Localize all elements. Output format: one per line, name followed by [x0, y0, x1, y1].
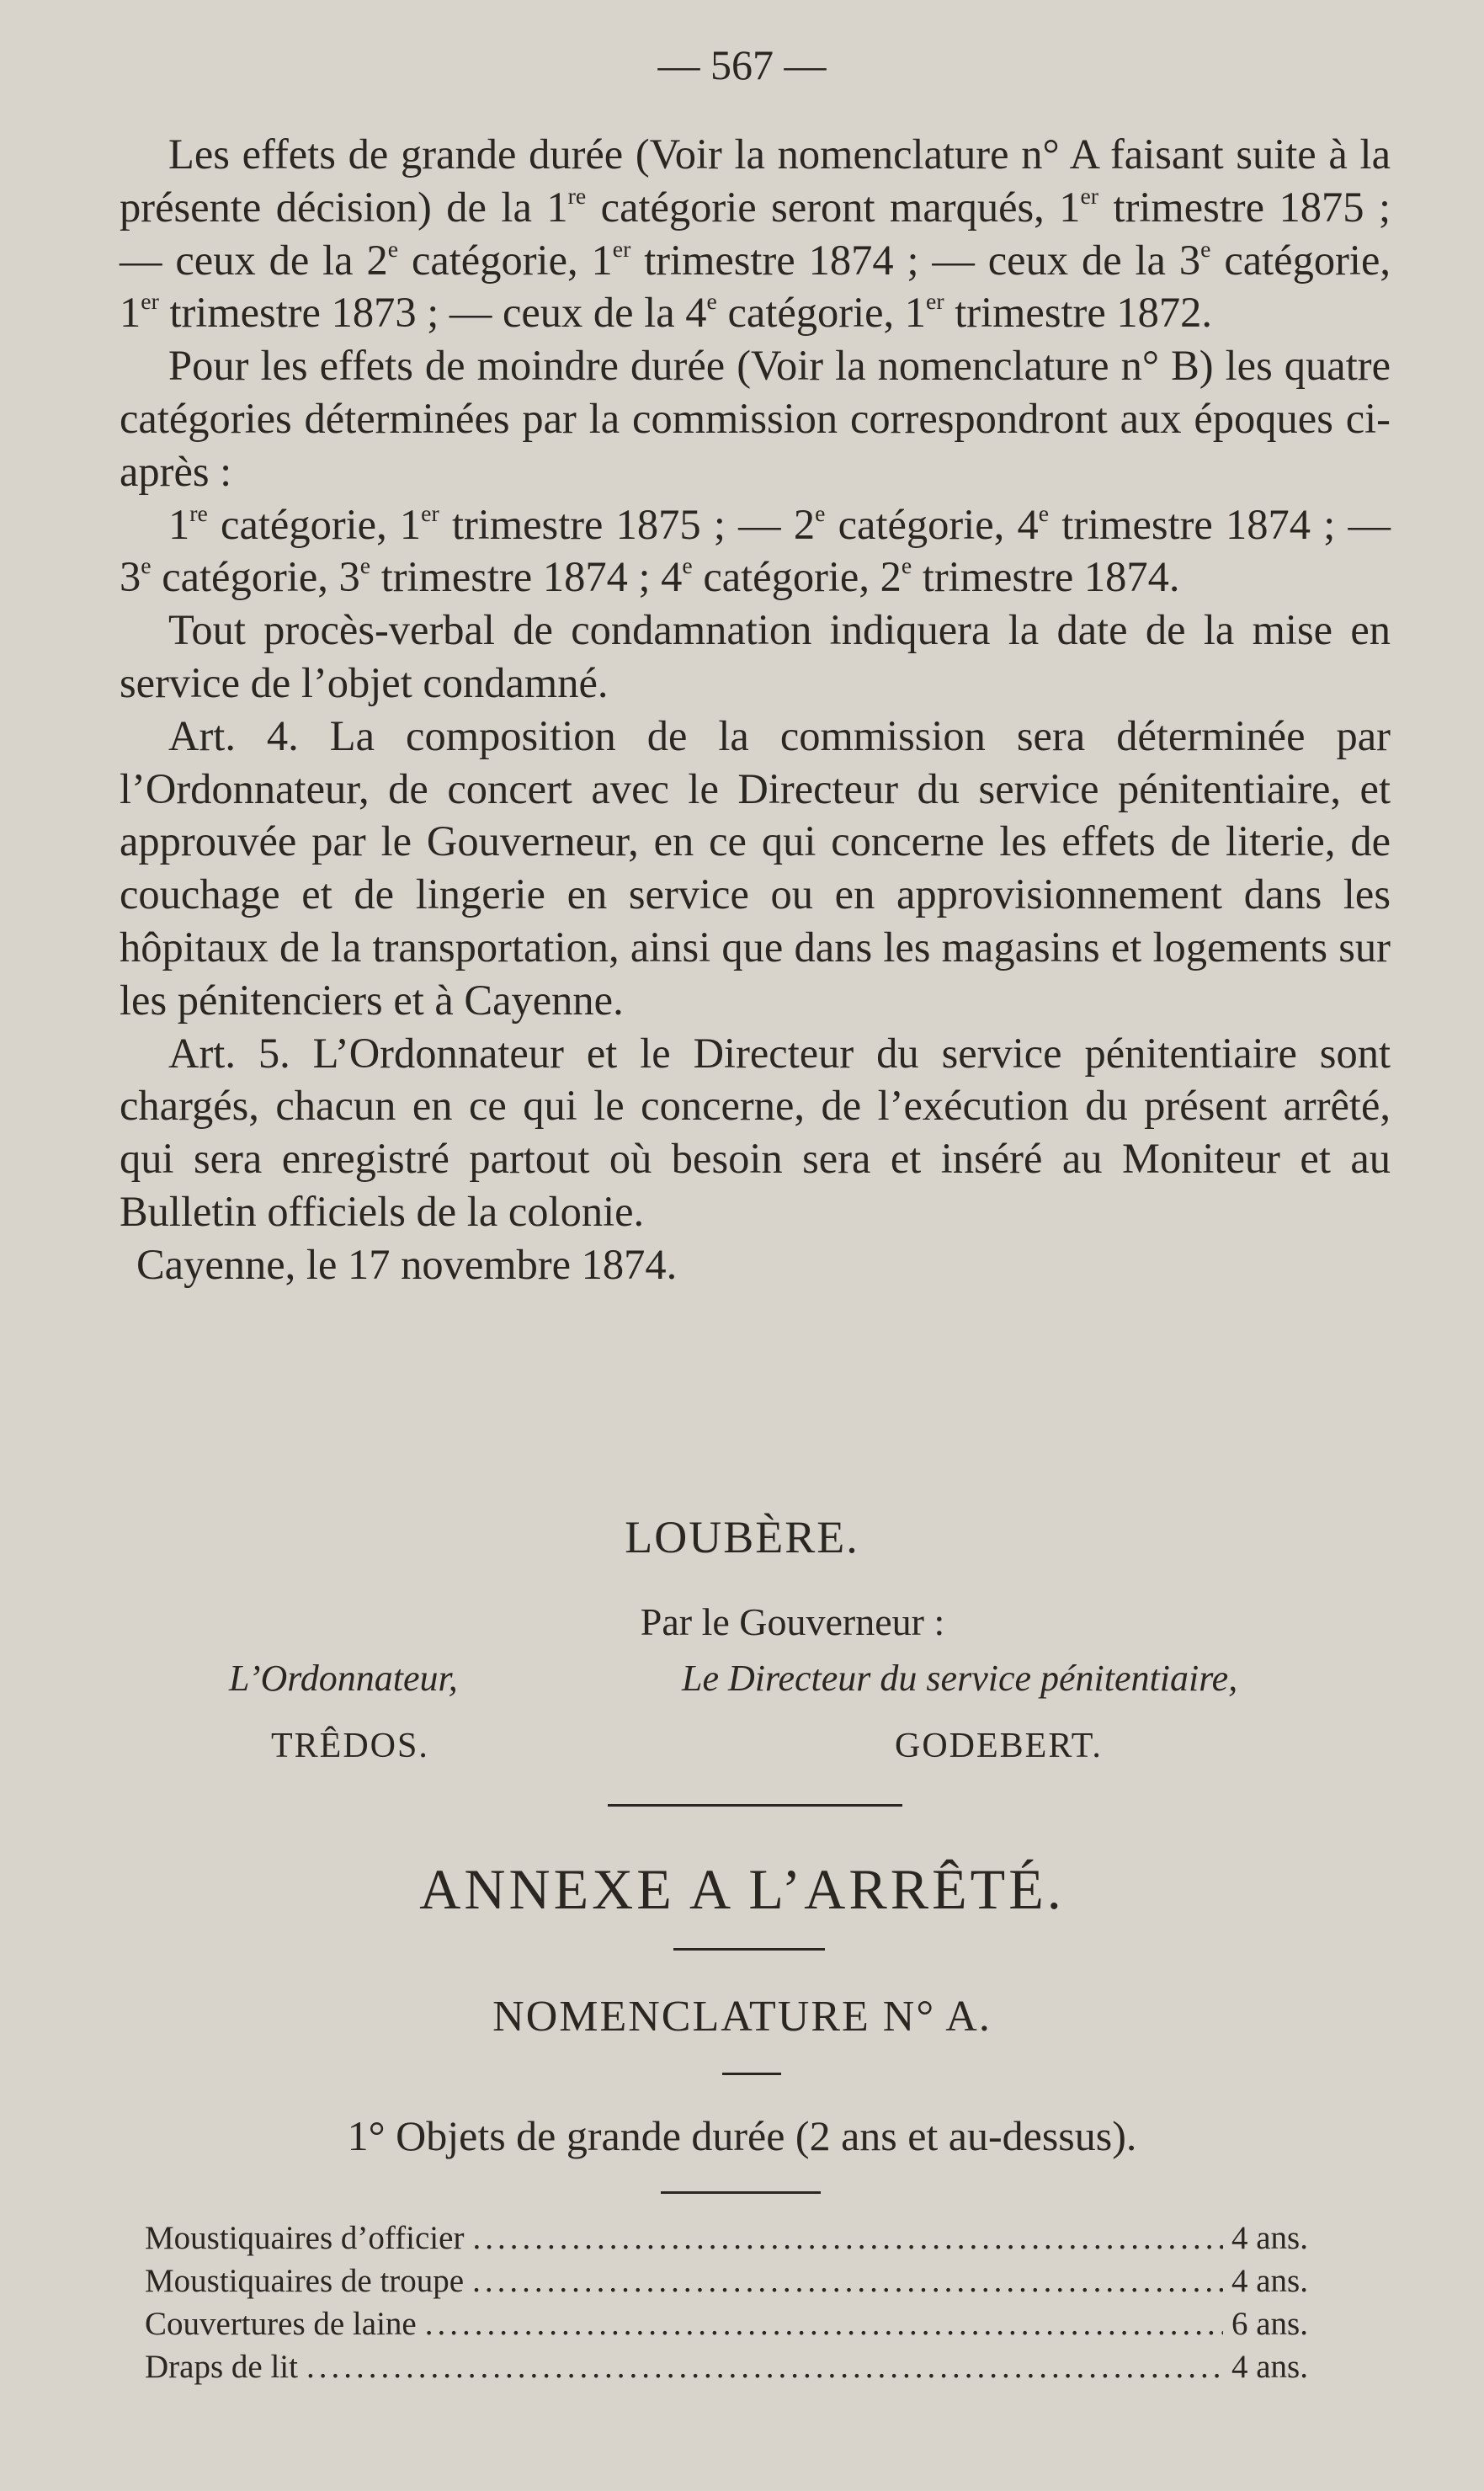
item-duration: 4 ans.: [1231, 2263, 1308, 2299]
paragraph-article-5: Art. 5. L’Ordonnateur et le Directeur du service pénitentiaire sont chargés, chacun en ce qui le concerne, de l’exécution du présent arrêté, qui sera enregistré partout où besoin sera et inséré au Moniteur et au Bulletin officiels de la colonie.: [120, 1029, 1391, 1235]
dot-leader: [425, 2305, 1223, 2343]
list-item: [145, 2219, 1308, 2262]
list-item: [145, 2262, 1308, 2305]
paragraph-categories: 1re catégorie, 1er trimestre 1875 ; — 2e catégorie, 4e trimestre 1874 ; — 3e catégorie, 3e trimestre 1874 ; 4e catégorie, 2e trimestre 1874.: [120, 500, 1391, 601]
paragraph-effets-moindre-duree: Pour les effets de moindre durée (Voir la nomenclature n° B) les quatre catégories déterminées par la commission correspondront aux époques ci-après :: [120, 342, 1391, 495]
par-le-gouverneur: Par le Gouverneur :: [640, 1600, 945, 1643]
ordonnateur-title: L’Ordonnateur,: [229, 1658, 458, 1699]
item-name: Draps de lit: [145, 2349, 298, 2385]
category-heading: 1° Objets de grande durée (2 ans et au-dessus).: [347, 2112, 1137, 2159]
item-name: Couvertures de laine: [145, 2306, 417, 2342]
item-duration: 4 ans.: [1231, 2349, 1308, 2385]
dot-leader: [472, 2219, 1223, 2257]
list-item: [145, 2348, 1308, 2391]
nomenclature-heading: NOMENCLATURE N° A.: [492, 1993, 992, 2041]
paragraph-article-4: Art. 4. La composition de la commission sera déterminée par l’Ordonnateur, de concert avec le Directeur du service pénitentiaire, et approuvée par le Gouverneur, en ce qui concerne les effets de literie, de couchage et de lingerie en service ou en approvisionnement dans les hôpitaux de la transportation, ainsi que dans les magasins et logements sur les pénitenciers et à Cayenne.: [120, 711, 1391, 1024]
date-line: Cayenne, le 17 novembre 1874.: [136, 1240, 678, 1288]
paragraph-effets-grande-duree: Les effets de grande durée (Voir la nomenclature n° A faisant suite à la présente décision) de la 1re catégorie seront marqués, 1er trimestre 1875 ; — ceux de la 2e catégorie, 1er trimestre 1874 ; — ceux de la 3e catégorie, 1er trimestre 1873 ; — ceux de la 4e catégorie, 1er trimestre 1872.: [120, 130, 1391, 337]
dot-leader: [306, 2348, 1223, 2386]
directeur-name: GODEBERT.: [895, 1727, 1103, 1765]
body-text: [120, 128, 1391, 1291]
directeur-title: Le Directeur du service pénitentiaire,: [682, 1658, 1238, 1699]
ordonnateur-name: TRÊDOS.: [271, 1727, 429, 1765]
list-item: [145, 2305, 1308, 2348]
page-number: — 567 —: [657, 41, 827, 88]
dot-leader: [472, 2262, 1223, 2300]
divider-rule: [608, 1804, 902, 1807]
item-duration: 6 ans.: [1231, 2306, 1308, 2342]
item-duration: 4 ans.: [1231, 2220, 1308, 2256]
items-list: [145, 2219, 1308, 2391]
item-name: Moustiquaires de troupe: [145, 2263, 465, 2299]
signatory-name: LOUBÈRE.: [625, 1512, 859, 1562]
item-name: Moustiquaires d’officier: [145, 2220, 465, 2256]
divider-rule: [722, 2073, 781, 2075]
paragraph-proces-verbal: Tout procès-verbal de condamnation indiquera la date de la mise en service de l’objet condamné.: [120, 606, 1391, 706]
divider-rule: [661, 2191, 821, 2194]
divider-rule: [673, 1948, 825, 1951]
annex-title: ANNEXE A L’ARRÊTÉ.: [419, 1857, 1065, 1921]
